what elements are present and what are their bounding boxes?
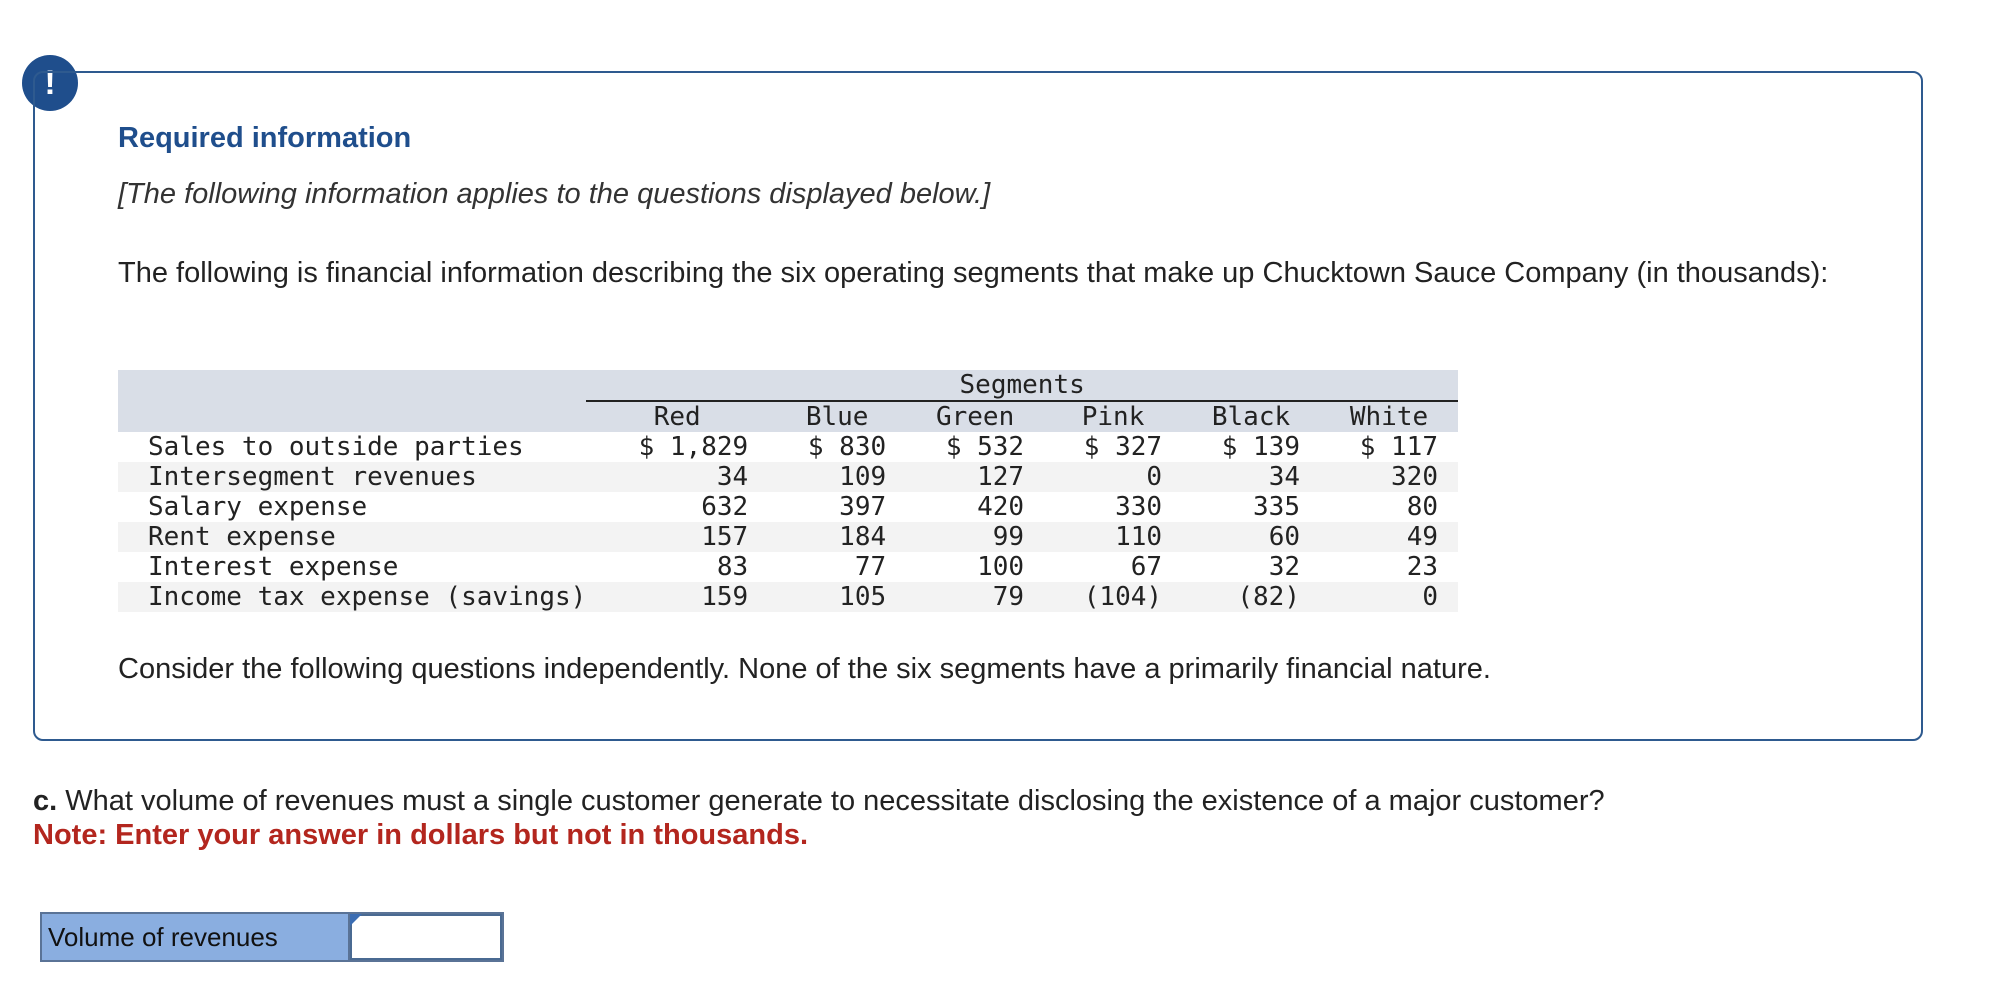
table-cell: 335 bbox=[1253, 492, 1300, 522]
row-label: Salary expense bbox=[148, 492, 368, 522]
segments-table bbox=[118, 370, 1458, 612]
row-label: Rent expense bbox=[148, 522, 336, 552]
table-corner-cell bbox=[118, 401, 586, 432]
row-label: Sales to outside parties bbox=[148, 432, 524, 462]
table-cell: 105 bbox=[839, 582, 887, 612]
table-cell: 67 bbox=[1130, 552, 1163, 582]
intro-text: The following is financial information describing the six operating segments that make up Chucktown Sauce Company (in thousands): bbox=[118, 257, 1829, 289]
table-cell: $ 327 bbox=[1083, 432, 1163, 462]
table-cell: 100 bbox=[977, 552, 1025, 582]
table-cell: 49 bbox=[1406, 522, 1438, 552]
answer-input-wrap bbox=[350, 914, 502, 960]
table-cell: 77 bbox=[854, 552, 887, 582]
table-cell: $ 830 bbox=[807, 432, 887, 462]
answer-row bbox=[40, 912, 504, 962]
table-cell: 420 bbox=[977, 492, 1025, 522]
table-cell: 397 bbox=[839, 492, 887, 522]
applies-note: [The following information applies to the questions displayed below.] bbox=[118, 178, 991, 210]
table-cell: 32 bbox=[1268, 552, 1300, 582]
table-cell: 99 bbox=[992, 522, 1025, 552]
consider-text: Consider the following questions independently. None of the six segments have a primarily financial nature. bbox=[118, 653, 1491, 685]
table-row bbox=[118, 582, 1458, 612]
table-cell: 127 bbox=[977, 462, 1025, 492]
column-header-pink: Pink bbox=[1081, 402, 1145, 432]
table-cell: 83 bbox=[716, 552, 749, 582]
table-cell: 34 bbox=[1268, 462, 1300, 492]
exclamation-icon: ! bbox=[22, 55, 78, 111]
table-cell: $ 532 bbox=[945, 432, 1025, 462]
table-cell: 184 bbox=[839, 522, 887, 552]
row-label: Interest expense bbox=[148, 552, 399, 582]
table-row bbox=[118, 462, 1458, 492]
table-cell: 330 bbox=[1115, 492, 1163, 522]
table-corner-cell bbox=[118, 370, 586, 401]
question-text bbox=[33, 783, 1605, 819]
column-header-green: Green bbox=[935, 402, 1015, 432]
column-header-white: White bbox=[1349, 402, 1429, 432]
table-cell: 0 bbox=[1422, 582, 1438, 612]
row-label: Income tax expense (savings) bbox=[148, 582, 587, 612]
table-cell: 157 bbox=[701, 522, 749, 552]
volume-of-revenues-input[interactable] bbox=[350, 914, 502, 960]
question-part-letter: c. bbox=[33, 785, 58, 817]
table-cell: 60 bbox=[1268, 522, 1300, 552]
question-body: What volume of revenues must a single customer generate to necessitate disclosing the existence of a major customer? bbox=[57, 785, 1605, 817]
required-information-title: Required information bbox=[118, 122, 412, 154]
table-row bbox=[118, 492, 1458, 522]
table-row bbox=[118, 522, 1458, 552]
table-row bbox=[118, 552, 1458, 582]
table-cell: 632 bbox=[701, 492, 749, 522]
table-cell: 159 bbox=[701, 582, 749, 612]
column-header-black: Black bbox=[1211, 402, 1291, 432]
table-column-header-row bbox=[118, 401, 1458, 432]
table-cell: $ 1,829 bbox=[638, 432, 749, 462]
table-cell: 79 bbox=[992, 582, 1025, 612]
row-label: Intersegment revenues bbox=[148, 462, 477, 492]
table-row bbox=[118, 432, 1458, 462]
table-cell: 109 bbox=[839, 462, 887, 492]
table-cell: 80 bbox=[1406, 492, 1438, 522]
table-cell: $ 139 bbox=[1221, 432, 1300, 462]
table-cell: (82) bbox=[1237, 582, 1300, 612]
table-group-header-row bbox=[118, 370, 1458, 401]
table-cell: 320 bbox=[1391, 462, 1438, 492]
column-header-blue: Blue bbox=[805, 402, 869, 432]
answer-note: Note: Enter your answer in dollars but not in thousands. bbox=[33, 819, 808, 851]
table-cell: (104) bbox=[1083, 582, 1163, 612]
input-flag-icon bbox=[350, 914, 362, 926]
table-cell: 110 bbox=[1115, 522, 1163, 552]
table-cell: 23 bbox=[1406, 552, 1438, 582]
table-cell: 34 bbox=[716, 462, 749, 492]
table-cell: $ 117 bbox=[1359, 432, 1438, 462]
segments-group-header: Segments bbox=[586, 370, 1458, 401]
table-cell: 0 bbox=[1146, 462, 1163, 492]
column-header-red: Red bbox=[653, 402, 701, 432]
volume-of-revenues-label: Volume of revenues bbox=[42, 914, 350, 960]
